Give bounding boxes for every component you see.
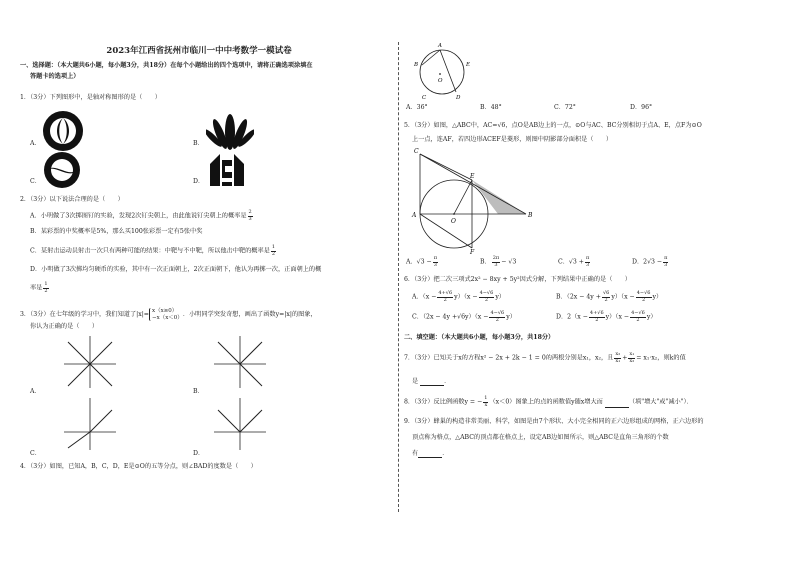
column-divider [398, 42, 399, 512]
q6-b-part: B．（2x − 4y + [556, 293, 601, 301]
q5-option-c-text: C．√3 + [558, 258, 584, 266]
answer-blank[interactable] [605, 401, 629, 408]
denominator: 2 [271, 250, 276, 257]
fraction [437, 291, 453, 303]
fraction [663, 256, 668, 268]
q3-option-c[interactable]: C． [30, 450, 41, 457]
q9-stem-cont-2: 有 ． [412, 450, 449, 457]
numerator: 2π [492, 255, 500, 261]
q5-option-d-text: D．2√3 − [632, 258, 663, 266]
fraction [614, 352, 621, 364]
q9-text: 有 [412, 450, 419, 457]
q5-option-d[interactable] [632, 256, 669, 268]
q6-b-part: y） [652, 293, 663, 301]
q9-stem-cont: 顶点称为格点，△ABC的顶点都在格点上，设定AB边如图所示，则△ABC是直角三角形的个数 [412, 434, 669, 441]
q4-stem: 4．（3分）如图，已知A，B，C，D，E是⊙O的五等分点，则∠BAD的度数是（ ） [20, 463, 257, 470]
q7-stem [404, 352, 686, 364]
numerator: π [664, 255, 668, 261]
fraction [636, 291, 652, 303]
q1-option-b[interactable]: B． [193, 140, 204, 147]
numerator: 4−√6 [490, 310, 505, 316]
q5-option-c[interactable] [558, 256, 591, 268]
q5-stem: 5．（3分）如图，△ABC中，AC=√6，点O是AB边上的一点，⊙O与AC、BC分别相切于点A、E，点F为⊙O [404, 122, 702, 129]
q6-c-part: y）（x − [465, 313, 489, 321]
section2-heading: 二、填空题：（本大题共6小题，每小题3分，共18分） [404, 334, 555, 341]
q6-c-part: √6 [457, 313, 466, 321]
q2-option-a[interactable] [30, 210, 254, 222]
q5-option-b[interactable] [480, 256, 516, 268]
q2-option-d-text: 率是 [30, 284, 43, 292]
q6-a-part: y）（x − [454, 293, 478, 301]
denominator: 2 [642, 296, 646, 303]
denominator: x₂ [629, 357, 635, 364]
label-e: E [470, 173, 475, 180]
q8-stem [404, 396, 693, 408]
q9-stem: 9．（3分）蜂巢的构造非常美丽、科学，如图是由7个形状、大小完全相同的正六边形组成的网格，正六边形的 [404, 418, 704, 425]
piecewise-cases [149, 308, 183, 321]
fraction [479, 291, 495, 303]
section1-heading: 一、选择题：（本大题共6小题，每小题3分，共18分）在每个小题给出的四个选项中，请将正确选项涂填在 [20, 62, 313, 69]
q5-option-a-text: A．√3 − [406, 258, 432, 266]
fraction [630, 311, 646, 323]
numerator: 4−√6 [479, 290, 494, 296]
q6-d-part: y） [646, 313, 657, 321]
section1-heading-cont: 答题卡的选项上） [30, 73, 80, 80]
q7-stem-cont: 是 ． [412, 378, 451, 385]
q3-graph-c [62, 396, 118, 452]
denominator: 2 [44, 287, 48, 294]
q6-stem: 6．（3分）把二次三项式2x² − 8xy + 5y²因式分解，下列结果中正确的是（ ） [404, 276, 631, 283]
fraction [43, 282, 48, 294]
q2-option-c-text: C．某射击运动员射击一次只有两种可能的结果：中靶与不中靶，所以他击中靶的概率是 [30, 247, 270, 255]
q6-option-d[interactable] [556, 311, 657, 323]
q5-option-b-tail: − √3 [501, 258, 517, 266]
q7-text: 7．（3分）已知关于x的方程x² − 2x + 2k − 1 = 0的两根分别是x₁，x₂，且 [404, 354, 614, 362]
q7-plus: + [622, 354, 628, 362]
q6-option-c[interactable] [412, 311, 516, 323]
q4-option-d[interactable]: D．96° [630, 104, 653, 111]
numerator: π [433, 255, 437, 261]
denominator: x₁ [615, 357, 621, 364]
fraction [271, 245, 276, 257]
numerator: 4−√6 [631, 310, 645, 316]
answer-blank[interactable] [418, 451, 442, 458]
q6-c-part: C．（2x − 4y + [412, 313, 458, 321]
q6-a-part: A．（x − [412, 293, 437, 301]
label-d: D [456, 95, 461, 101]
q3-stem-cont: 你认为正确的是（ ） [30, 323, 99, 330]
q3-option-d[interactable]: D． [193, 450, 205, 457]
label-b: B [528, 212, 533, 219]
q7-text-2: = x₁·x₂，则k的值 [636, 354, 686, 362]
q3-option-a[interactable]: A． [30, 388, 41, 395]
case-1: x（x≥0） [152, 308, 178, 314]
denominator: 3 [433, 261, 437, 268]
label-o: O [438, 78, 443, 84]
case-2: −x（x＜0） [152, 314, 183, 321]
right-column [400, 0, 794, 561]
q8-text: 8．（3分）反比例函数y = − [404, 398, 483, 406]
numerator: 4−√6 [636, 290, 651, 296]
label-e: E [466, 62, 471, 68]
q4-option-c[interactable]: C．72° [554, 104, 576, 111]
fraction [585, 256, 590, 268]
fraction [602, 291, 610, 303]
q2-option-c[interactable] [30, 245, 277, 257]
page-title: 2023年江西省抚州市临川一中中考数学一模试卷 [106, 46, 292, 56]
denominator: 2 [636, 316, 640, 323]
answer-blank[interactable] [420, 379, 444, 386]
numerator: 1 [44, 281, 48, 287]
numerator: x₂ [615, 351, 621, 357]
q6-d-part: y）（x − [605, 313, 630, 321]
denominator: 3 [494, 261, 498, 268]
numerator: 4+√6 [438, 290, 453, 296]
label-a: A [438, 43, 442, 49]
denominator: 2 [484, 296, 489, 303]
q7-text-3: 是 [412, 378, 419, 385]
q3-graph-b [212, 334, 268, 390]
denominator: 2 [595, 316, 599, 323]
q2-option-d[interactable]: D．小明做了3次掷均匀硬币的实验，其中有一次正面朝上，2次正面朝下，他认为再掷一次，正面朝上的概 [30, 266, 322, 273]
denominator: 2 [604, 296, 608, 303]
q3-stem-text: 3．（3分）在七年级的学习中，我们知道了|x|= [20, 311, 149, 318]
label-c: C [422, 95, 427, 101]
q6-b-part: y）（x − [611, 293, 635, 301]
denominator: x [484, 401, 488, 408]
numerator: 1 [271, 244, 276, 250]
denominator: 3 [586, 261, 590, 268]
q8-text-2: （x＜0）图象上的点的函数值y随x增大而 [489, 398, 603, 406]
q6-c-part: y） [506, 313, 516, 321]
fraction [489, 311, 505, 323]
label-c: C [414, 148, 419, 155]
q2-stem: 2．（3分）以下说法合理的是（ ） [20, 196, 124, 203]
fraction [248, 210, 253, 222]
q3-stem-text-2: ．小明同学突发奇想，画出了函数y=|x|的图象， [182, 311, 317, 318]
denominator: 3 [248, 215, 252, 222]
fraction [483, 396, 488, 408]
q5-option-b-text: B． [480, 258, 491, 266]
q6-option-a[interactable] [412, 291, 505, 303]
label-f: F [470, 249, 475, 254]
q3-option-b[interactable]: B． [193, 388, 204, 395]
q2-option-d-cont [30, 282, 50, 294]
lotus-flower-icon [206, 110, 254, 152]
denominator: 2 [495, 316, 499, 323]
ring-logo-icon [40, 108, 86, 154]
q1-stem: 1．（3分）下列图形中，是轴对称图形的是（ ） [20, 94, 161, 101]
q8-text-3: （填"增大"或"减小"）． [628, 398, 693, 406]
swirl-ring-icon [40, 150, 84, 190]
fraction [433, 256, 438, 268]
q5-triangle-circle-figure [410, 146, 538, 254]
numerator: π [585, 255, 590, 261]
denominator: 3 [664, 261, 668, 268]
q6-a-part: y） [495, 293, 505, 301]
q3-stem [20, 308, 317, 321]
q1-option-d[interactable]: D． [193, 178, 205, 185]
chinese-emblem-icon [206, 150, 248, 188]
numerator: x₁ [629, 351, 635, 357]
denominator: 2 [443, 296, 447, 303]
numerator: 4+√6 [589, 310, 604, 316]
label-o: O [451, 218, 456, 225]
q3-graph-a [62, 334, 118, 390]
q2-option-a-text: A．小明做了3次掷图钉的实验，发现2次钉尖朝上，由此他说钉尖朝上的概率是 [30, 212, 247, 220]
q3-graph-d [212, 396, 268, 452]
fraction [628, 352, 635, 364]
fraction [589, 311, 605, 323]
q4-option-a[interactable]: A．36° [406, 104, 428, 111]
q1-option-c[interactable]: C． [30, 178, 41, 185]
fraction [492, 256, 500, 268]
q5-option-a[interactable] [406, 256, 439, 268]
label-b: B [414, 62, 419, 68]
numerator: 2 [248, 209, 252, 215]
q4-option-b[interactable]: B．48° [480, 104, 502, 111]
numerator: 1 [484, 395, 488, 401]
q6-option-b[interactable] [556, 291, 662, 303]
numerator: √6 [602, 290, 610, 296]
q5-stem-cont: 上一点，连AF，若四边形ACEF是菱形，则图中阴影部分面积是（ ） [412, 136, 613, 143]
label-a: A [412, 212, 417, 219]
q1-option-a[interactable]: A． [30, 140, 41, 147]
q4-pentagon-circle-figure [410, 38, 474, 102]
q2-option-b[interactable]: B．某彩票的中奖概率是5%，那么买100张彩票一定有5张中奖 [30, 228, 203, 235]
q6-d-part: D．2（x − [556, 313, 588, 321]
